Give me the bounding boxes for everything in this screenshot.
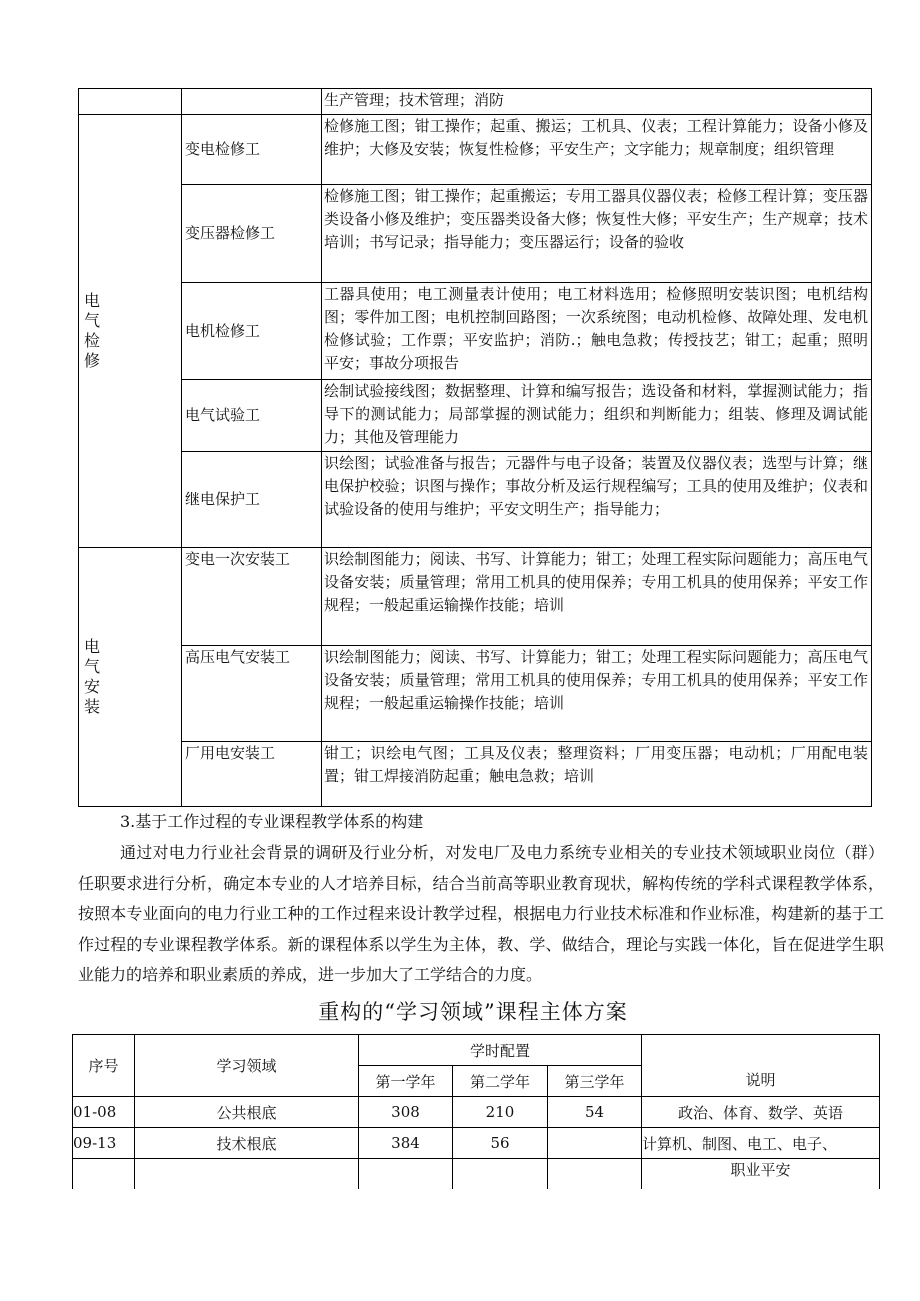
table-row [79, 115, 872, 185]
row-note: 计算机、制图、电工、电子、 [642, 1128, 880, 1159]
row-no: 09-13 [73, 1128, 135, 1159]
header-year3: 第三学年 [548, 1066, 642, 1097]
skills-cell: 生产管理；技术管理；消防 [322, 89, 872, 115]
header-note: 说明 [642, 1035, 880, 1097]
row-year2: 210 [453, 1097, 548, 1128]
table-caption: 重构的“学习领域”课程主体方案 [318, 1000, 628, 1024]
course-plan-table [72, 1034, 880, 1189]
header-domain: 学习领域 [135, 1035, 359, 1097]
row-note: 职业平安 [642, 1159, 880, 1190]
job-cell: 变压器检修工 [182, 185, 322, 283]
skills-cell: 绘制试验接线图；数据整理、计算和编写报告；选设备和材料，掌握测试能力；指导下的测试能力；局部掌握的测试能力；组织和判断能力；组装、修理及调试能力；其他及管理能力 [322, 380, 872, 452]
table-row [79, 548, 872, 646]
table-row [73, 1159, 880, 1190]
skills-cell: 检修施工图；钳工操作；起重搬运；专用工器具仪器仪表；检修工程计算；变压器类设备小修及维护；变压器类设备大修；恢复性大修；平安生产；生产规章；技术培训；书写记录；指导能力；变压器运行；设备的验收 [322, 185, 872, 283]
skills-cell: 工器具使用；电工测量表计使用；电工材料选用；检修照明安装识图；电机结构图；零件加工图；电机控制回路图；一次系统图；电动机检修、故障处理、发电机检修试验；工作票；平安监护；消防.；触电急救；传授技艺；钳工；起重；照明平安；事故分项报告 [322, 283, 872, 380]
skills-cell: 钳工；识绘电气图；工具及仪表；整理资料；厂用变压器；电动机；厂用配电装置；钳工焊接消防起重；触电急救；培训 [322, 742, 872, 807]
row-domain [135, 1159, 359, 1190]
row-year2 [453, 1159, 548, 1190]
skills-cell: 识绘制图能力；阅读、书写、计算能力；钳工；处理工程实际问题能力；高压电气设备安装；质量管理；常用工机具的使用保养；专用工机具的使用保养；平安工作规程；一般起重运输操作技能；培训 [322, 646, 872, 742]
job-cell [182, 89, 322, 115]
header-no: 序号 [73, 1035, 135, 1097]
row-no [73, 1159, 135, 1190]
job-cell: 电机检修工 [182, 283, 322, 380]
header-year2: 第二学年 [453, 1066, 548, 1097]
job-cell: 电气试验工 [182, 380, 322, 452]
body-paragraph: 通过对电力行业社会背景的调研及行业分析，对发电厂及电力系统专业相关的专业技术领域职业岗位（群）任职要求进行分析，确定本专业的人才培养目标，结合当前高等职业教育现状，解构传统的学科式课程教学体系，按照本专业面向的电力行业工种的工作过程来设计教学过程，根据电力行业技术标准和作业标准，构建新的基于工作过程的专业课程教学体系。新的课程体系以学生为主体，教、学、做结合，理论与实践一体化，旨在促进学生职业能力的培养和职业素质的养成，进一步加大了工学结合的力度。 [78, 843, 884, 984]
row-note: 政治、体育、数学、英语 [642, 1097, 880, 1128]
table-row [79, 646, 872, 742]
category-cell [79, 89, 182, 115]
table-row [79, 742, 872, 807]
category-cell [79, 115, 182, 548]
table-row [79, 452, 872, 548]
row-year3 [548, 1128, 642, 1159]
header-year1: 第一学年 [359, 1066, 453, 1097]
job-cell: 继电保护工 [182, 452, 322, 548]
header-hours: 学时配置 [359, 1035, 642, 1066]
table-row [79, 185, 872, 283]
category-label: 电气检修 [84, 291, 101, 370]
row-year1: 308 [359, 1097, 453, 1128]
job-cell: 变电检修工 [182, 115, 322, 185]
row-year1 [359, 1159, 453, 1190]
job-cell: 厂用电安装工 [182, 742, 322, 807]
skills-cell: 识绘图；试验准备与报告；元器件与电子设备；装置及仪器仪表；选型与计算；继电保护校验；识图与操作；事故分析及运行规程编写；工具的使用及维护；仪表和试验设备的使用与维护；平安文明生产；指导能力； [322, 452, 872, 548]
row-domain: 技术根底 [135, 1128, 359, 1159]
job-skills-table [78, 88, 872, 807]
table-row [79, 283, 872, 380]
skills-cell: 识绘制图能力；阅读、书写、计算能力；钳工；处理工程实际问题能力；高压电气设备安装；质量管理；常用工机具的使用保养；专用工机具的使用保养；平安工作规程；一般起重运输操作技能；培训 [322, 548, 872, 646]
row-year1: 384 [359, 1128, 453, 1159]
row-domain: 公共根底 [135, 1097, 359, 1128]
row-year3: 54 [548, 1097, 642, 1128]
row-no: 01-08 [73, 1097, 135, 1128]
category-label: 电气安装 [84, 637, 101, 716]
table-header-row [73, 1035, 880, 1066]
row-year3 [548, 1159, 642, 1190]
table-row [73, 1097, 880, 1128]
table-row [73, 1128, 880, 1159]
table-row [79, 380, 872, 452]
job-cell: 高压电气安装工 [182, 646, 322, 742]
section-heading: 3.基于工作过程的专业课程教学体系的构建 [120, 812, 424, 831]
skills-cell: 检修施工图；钳工操作；起重、搬运；工机具、仪表；工程计算能力；设备小修及维护；大修及安装；恢复性检修；平安生产；文字能力；规章制度；组织管理 [322, 115, 872, 185]
row-year2: 56 [453, 1128, 548, 1159]
table-row [79, 89, 872, 115]
job-cell: 变电一次安装工 [182, 548, 322, 646]
category-cell [79, 548, 182, 807]
